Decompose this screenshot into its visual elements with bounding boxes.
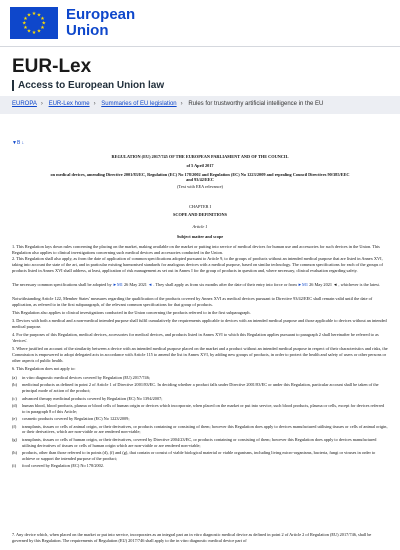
- paragraph-4: Notwithstanding Article 122, Member States' measures regarding the qualification of the products covered by Annex XVI as medical devices pursuant to Directive 93/42/EEC shall remain valid until the date of application, as referred to in the first subparagraph, of the relevant common specifications for that group of products.: [12, 296, 373, 307]
- doc-title-line3: on medical devices, amending Directive 2001/83/EC, Regulation (EC) No 178/2002 and Regulation (EC) No 1223/2009 and repealing Council Directives 90/385/EEC: [50, 171, 350, 177]
- breadcrumb: [0, 96, 400, 114]
- amendment-end-marker: ◄: [148, 282, 153, 287]
- chevron-right-icon: ›: [93, 101, 96, 107]
- eu-brand[interactable]: [66, 7, 135, 39]
- list-item: [12, 437, 388, 449]
- document-body: [0, 118, 400, 550]
- paragraph-9: 6. This Regulation does not apply to:: [12, 366, 76, 371]
- list-item-key: (a): [12, 375, 17, 380]
- doc-title: [12, 154, 388, 183]
- list-item-key: (b): [12, 382, 18, 388]
- site-header: [0, 0, 400, 47]
- brand-line2: Union: [66, 22, 109, 39]
- p3-text-c: . They shall apply as from six months after the date of their entry into force or from: [152, 282, 298, 287]
- doc-title-line1: REGULATION (EU) 2017/745 OF THE EUROPEAN PARLIAMENT AND OF THE COUNCIL: [111, 154, 289, 159]
- list-item-text: cosmetic products covered by Regulation (EC) No 1223/2009;: [22, 416, 130, 422]
- svg-text:★: ★: [36, 28, 42, 35]
- svg-text:★: ★: [26, 12, 32, 19]
- eu-flag-stars: [10, 7, 58, 39]
- paragraph-6: 3. Devices with both a medical and a non-medical intended purpose shall fulfil cumulatively the requirements applicable to devices with an intended medical purpose and those applicable to devices without an intended medical purpose.: [12, 318, 387, 329]
- doc-toolbar[interactable]: ▼B ↓: [12, 140, 25, 146]
- paragraph-5: This Regulation also applies to clinical investigations conducted in the Union concerning the products referred to in the first subparagraph.: [12, 310, 251, 315]
- svg-text:★: ★: [40, 25, 45, 31]
- doc-title-line2: of 5 April 2017: [186, 162, 214, 168]
- paragraph-3: [12, 282, 388, 288]
- list-item-key: (c): [12, 395, 17, 401]
- eu-flag-icon[interactable]: [10, 7, 58, 39]
- svg-text:★: ★: [31, 11, 37, 17]
- list-item-text: human blood, blood products, plasma or blood cells of human origin or devices which incorporate, when placed on the market or put into service, such blood products, plasma or cells, except for devices referred to in paragraph 8 of this Article;: [22, 402, 385, 414]
- article-title: Subject matter and scope: [176, 234, 224, 239]
- svg-text:★: ★: [36, 12, 42, 19]
- list-item: [12, 416, 388, 422]
- list-item-key: (i): [12, 463, 17, 469]
- list-item-text: transplants, tissues or cells of animal origin, or their derivatives, or products containing or consisting of them; however this Regulation does apply to devices manufactured utilising tissues or cells of animal origin, or their derivatives, which are non-viable or are rendered non-viable;: [22, 423, 388, 435]
- list-item: [12, 424, 388, 436]
- chapter-title: SCOPE AND DEFINITIONS: [173, 212, 227, 217]
- article-number: Article 1: [192, 224, 208, 229]
- paragraph-7: 4. For the purposes of this Regulation, medical devices, accessories for medical devices, and products listed in Annex XVI to which this Regulation applies pursuant to paragraph 2 shall hereinafter be referred to as 'devices'.: [12, 332, 379, 343]
- amendment-marker-2[interactable]: ►M1: [297, 282, 309, 287]
- list-item: [12, 396, 388, 402]
- svg-text:★: ★: [21, 20, 27, 27]
- list-item-text: transplants, tissues or cells of human origin, or their derivatives, covered by Directive 2004/23/EC, or products containing or consisting of them; however this Regulation does apply to devices manufactured utilising derivatives of tissues or cells of human origin which are non-viable or are rendered non-viable;: [22, 436, 377, 448]
- chevron-right-icon: ›: [180, 101, 183, 107]
- svg-text:★: ★: [40, 16, 45, 22]
- doc-title-line4: and 93/42/EEC: [186, 177, 214, 183]
- svg-text:★: ★: [41, 20, 47, 27]
- list-item: [12, 403, 388, 415]
- paragraph-1: 1. This Regulation lays down rules concerning the placing on the market, making available on the market or putting into service of medical devices for human use and accessories for such devices in the Union. This Regulation also applies to clinical investigations concerning such medical devices and accessories conducted in the Union.: [12, 244, 380, 255]
- list-item: [12, 375, 388, 381]
- list-item-key: (g): [12, 436, 18, 442]
- amendment-marker[interactable]: ►M1: [112, 282, 123, 287]
- svg-text:★: ★: [26, 28, 32, 35]
- list-item-text: advanced therapy medicinal products covered by Regulation (EC) No 1394/2007;: [22, 395, 163, 401]
- p3-date: 26 May 2021: [122, 282, 149, 287]
- paragraph-8: 5. Where justified on account of the similarity between a device with an intended medical purpose placed on the market and a product without an intended medical purpose in respect of their characteristics and risks, the Commission is empowered to adopt delegated acts in accordance with Article 115 to amend the list in Annex XVI, by adding new groups of products, in order to protect the health and safety of users or other persons or other aspects of public health.: [12, 346, 388, 363]
- svg-text:★: ★: [31, 30, 37, 36]
- site-tagline: Access to European Union law: [12, 80, 164, 91]
- paragraph-2: 2. This Regulation shall also apply, as from the date of application of common specifications adopted pursuant to Article 9, to the groups of products without an intended medical purpose that are listed in Annex XVI, taking into account the state of the art, and in particular existing harmonised standards for analogous devices with a medical purpose, based on similar technology. The common specifications for each of the groups of products listed in Annex XVI shall address, at least, application of risk management as set out in Annex I for the group of products in question and, where necessary, clinical evaluation regarding safety.: [12, 256, 383, 273]
- svg-text:★: ★: [23, 25, 28, 31]
- eea-note: (Text with EEA relevance): [177, 184, 223, 189]
- list-item: [12, 463, 388, 469]
- list-item-text: products, other than those referred to in points (d), (f) and (g), that contain or consist of viable biological material or viable organisms, including living micro-organisms, bacteria, fungi or viruses in order to achieve or support the intended purpose of the product;: [22, 449, 376, 461]
- list-item-text: food covered by Regulation (EC) No 178/2002.: [22, 463, 104, 469]
- eurlex-logo[interactable]: EUR-Lex: [12, 56, 92, 77]
- list-item: [12, 450, 388, 462]
- p3-text-d: 26 May 2021 ◄ , whichever is the latest.: [308, 282, 380, 287]
- svg-text:★: ★: [23, 16, 28, 22]
- p3-text-a: The necessary common specifications shall be adopted by: [12, 282, 113, 287]
- list-item-text: medicinal products as defined in point 2 of Article 1 of Directive 2001/83/EC. In deciding whether a product falls under Directive 2001/83/EC or under this Regulation, particular account shall be taken of the principal mode of action of the product;: [22, 382, 379, 394]
- exclusion-list: [12, 375, 388, 471]
- list-item: [12, 382, 388, 394]
- list-item-key: (h): [12, 449, 18, 455]
- list-item-key: (e): [12, 416, 17, 422]
- breadcrumb-eurlex-home[interactable]: EUR-Lex home: [48, 101, 90, 107]
- brand-line1: European: [66, 6, 136, 23]
- breadcrumb-europa[interactable]: EUROPA: [12, 101, 37, 107]
- list-item-key: (f): [12, 423, 17, 429]
- breadcrumb-summaries[interactable]: Summaries of EU legislation: [101, 101, 177, 107]
- list-item-text: in vitro diagnostic medical devices covered by Regulation (EU) 2017/746;: [22, 375, 151, 380]
- list-item-key: (d): [12, 402, 18, 408]
- chevron-right-icon: ›: [40, 101, 43, 107]
- paragraph-10: 7. Any device which, when placed on the market or put into service, incorporates as an integral part an in vitro diagnostic medical device as defined in point 2 of Article 2 of Regulation (EU) 2017/746, shall be governed by this Regulation. The requirements of Regulation (EU) 2017/746 shall apply to the in vitro diagnostic medical device part of: [12, 532, 372, 543]
- chapter-heading: CHAPTER I: [188, 204, 212, 209]
- breadcrumb-current: Rules for trustworthy artificial intelligence in the EU: [188, 101, 324, 107]
